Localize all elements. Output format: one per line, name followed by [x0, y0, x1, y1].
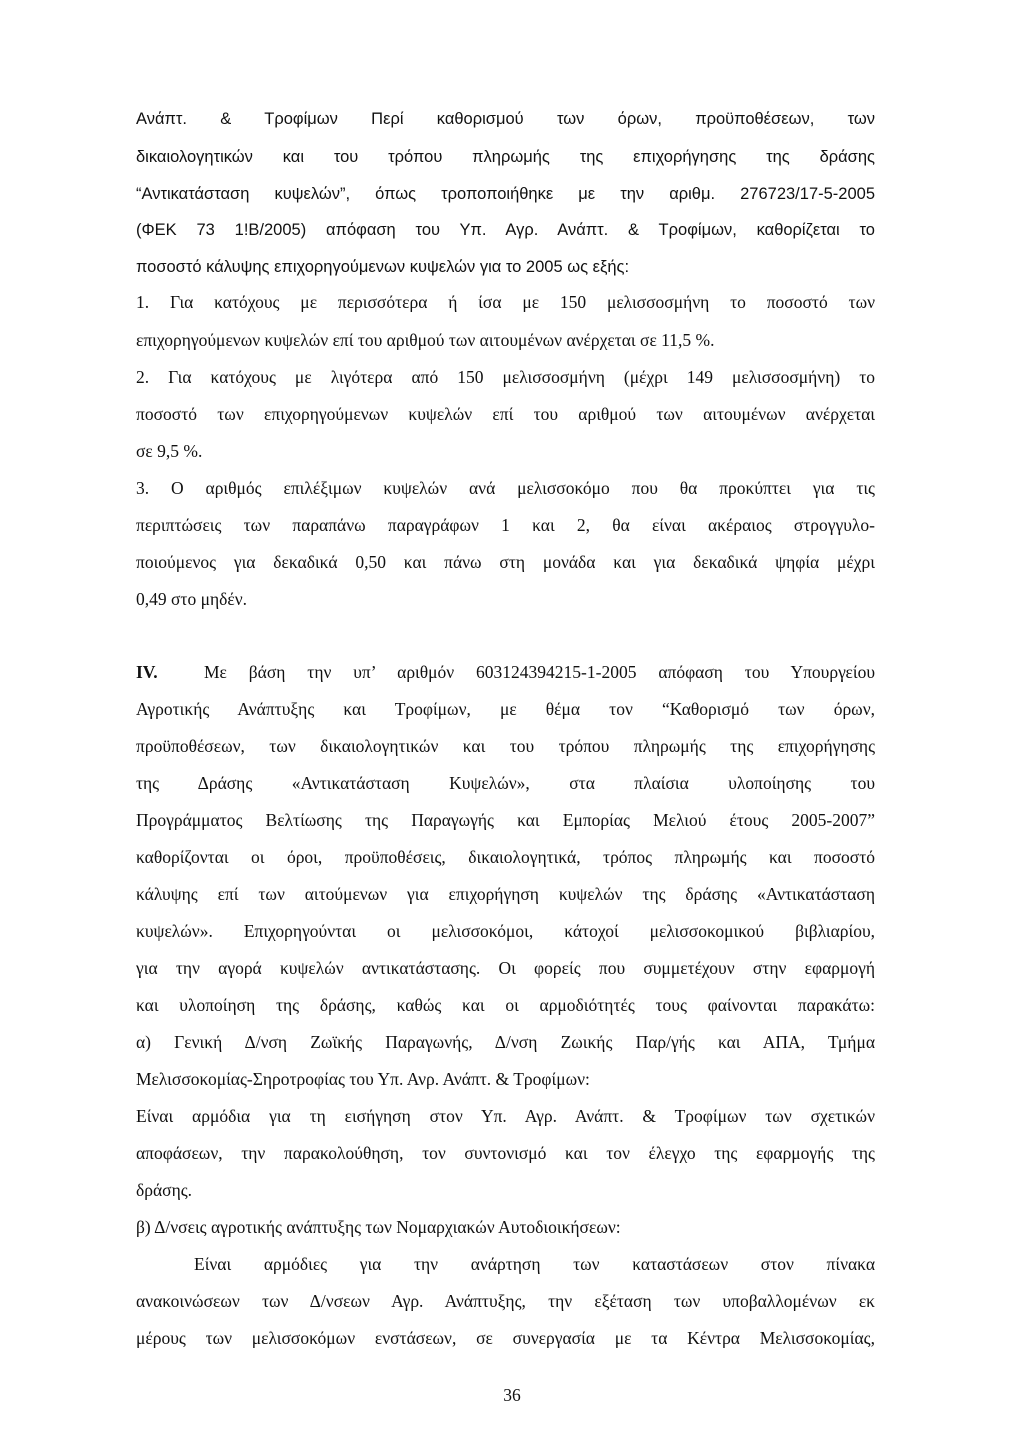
text-line: ποσοστό των επιχορηγούμενων κυψελών επί του αριθμού των αιτουμένων ανέρχεται: [136, 404, 875, 424]
text-line: και υλοποίηση της δράσης, καθώς και οι αρμοδιότητές τους φαίνονται παρακάτω:: [136, 995, 875, 1015]
text-line: επιχορηγούμενων κυψελών επί του αριθμού των αιτουμένων ανέρχεται σε 11,5 %.: [136, 330, 715, 350]
list-item-1: 1. Για κατόχους με περισσότερα ή ίσα με 150 μελισσοσμήνη το ποσοστό των: [136, 292, 875, 312]
page-number: 36: [503, 1385, 521, 1405]
text-line: προϋποθέσεων, των δικαιολογητικών και του τρόπου πληρωμής της επιχορήγησης: [136, 736, 875, 756]
text-line: Είναι αρμόδια για τη εισήγηση στον Υπ. Αγρ. Ανάπτ. & Τροφίμων των σχετικών: [136, 1106, 875, 1126]
text-line: “Αντικατάσταση κυψελών”, όπως τροποποιήθηκε με την αριθμ. 276723/17-5-2005: [136, 185, 875, 203]
text-line: κάλυψης επί των αιτούμενων για επιχορήγηση κυψελών της δράσης «Αντικατάσταση: [136, 884, 875, 904]
list-item-2: 2. Για κατόχους με λιγότερα από 150 μελισσοσμήνη (μέχρι 149 μελισσοσμήνη) το: [136, 367, 875, 387]
text-line: ποιούμενος για δεκαδικά 0,50 και πάνω στη μονάδα και για δεκαδικά ψηφία μέχρι: [136, 552, 875, 572]
text-line: σε 9,5 %.: [136, 441, 203, 461]
text-line: Αγροτικής Ανάπτυξης και Τροφίμων, με θέμα τον “Καθορισμό των όρων,: [136, 699, 875, 719]
text-line: Ανάπτ. & Τροφίμων Περί καθορισμού των όρων, προϋποθέσεων, των: [136, 110, 875, 128]
text-line: κυψελών». Επιχορηγούνται οι μελισσοκόμοι, κάτοχοί μελισσοκομικού βιβλιαρίου,: [136, 921, 875, 941]
section-number: IV.: [136, 662, 158, 682]
text-line: της Δράσης «Αντικατάσταση Κυψελών», στα πλαίσια υλοποίησης του: [136, 773, 875, 793]
text-line: Μελισσοκομίας-Σηροτροφίας του Υπ. Ανρ. Ανάπτ. & Τροφίμων:: [136, 1069, 590, 1089]
text-line: 0,49 στο μηδέν.: [136, 589, 248, 609]
text-line: αποφάσεων, την παρακολούθηση, τον συντονισμό και τον έλεγχο της εφαρμογής της: [136, 1143, 875, 1163]
text-line: δράσης.: [136, 1180, 193, 1200]
sub-item-b: β) Δ/νσεις αγροτικής ανάπτυξης των Νομαρχιακών Αυτοδιοικήσεων:: [136, 1217, 621, 1237]
text-line: καθορίζονται οι όροι, προϋποθέσεις, δικαιολογητικά, τρόπος πληρωμής και ποσοστό: [136, 847, 875, 867]
list-item-3: 3. Ο αριθμός επιλέξιμων κυψελών ανά μελισσοκόμο που θα προκύπτει για τις: [136, 478, 875, 498]
text-line: για την αγορά κυψελών αντικατάστασης. Οι φορείς που συμμετέχουν στην εφαρμογή: [136, 958, 875, 978]
text-line: ποσοστό κάλυψης επιχορηγούμενων κυψελών για το 2005 ως εξής:: [136, 258, 630, 276]
text-line: Είναι αρμόδιες για την ανάρτηση των καταστάσεων στον πίνακα: [194, 1254, 875, 1274]
section-first-line: Με βάση την υπ’ αριθμόν 603124394215-1-2005 απόφαση του Υπουργείου: [204, 662, 875, 682]
text-line: περιπτώσεις των παραπάνω παραγράφων 1 και 2, θα είναι ακέραιος στρογγυλο-: [136, 515, 875, 535]
sub-item-a: α) Γενική Δ/νση Ζωϊκής Παραγωνής, Δ/νση Ζωικής Παρ/γής και ΑΠΑ, Τμήμα: [136, 1032, 875, 1052]
text-line: ανακοινώσεων των Δ/νσεων Αγρ. Ανάπτυξης, την εξέταση των υποβαλλομένων εκ: [136, 1291, 875, 1311]
text-line: μέρους των μελισσοκόμων ενστάσεων, σε συνεργασία με τα Κέντρα Μελισσοκομίας,: [136, 1328, 875, 1348]
text-line: δικαιολογητικών και του τρόπου πληρωμής της επιχορήγησης της δράσης: [136, 148, 875, 166]
text-line: Προγράμματος Βελτίωσης της Παραγωγής και Εμπορίας Μελιού έτους 2005-2007”: [136, 810, 875, 830]
text-line: (ΦΕΚ 73 1!Β/2005) απόφαση του Υπ. Αγρ. Ανάπτ. & Τροφίμων, καθορίζεται το: [136, 221, 875, 239]
